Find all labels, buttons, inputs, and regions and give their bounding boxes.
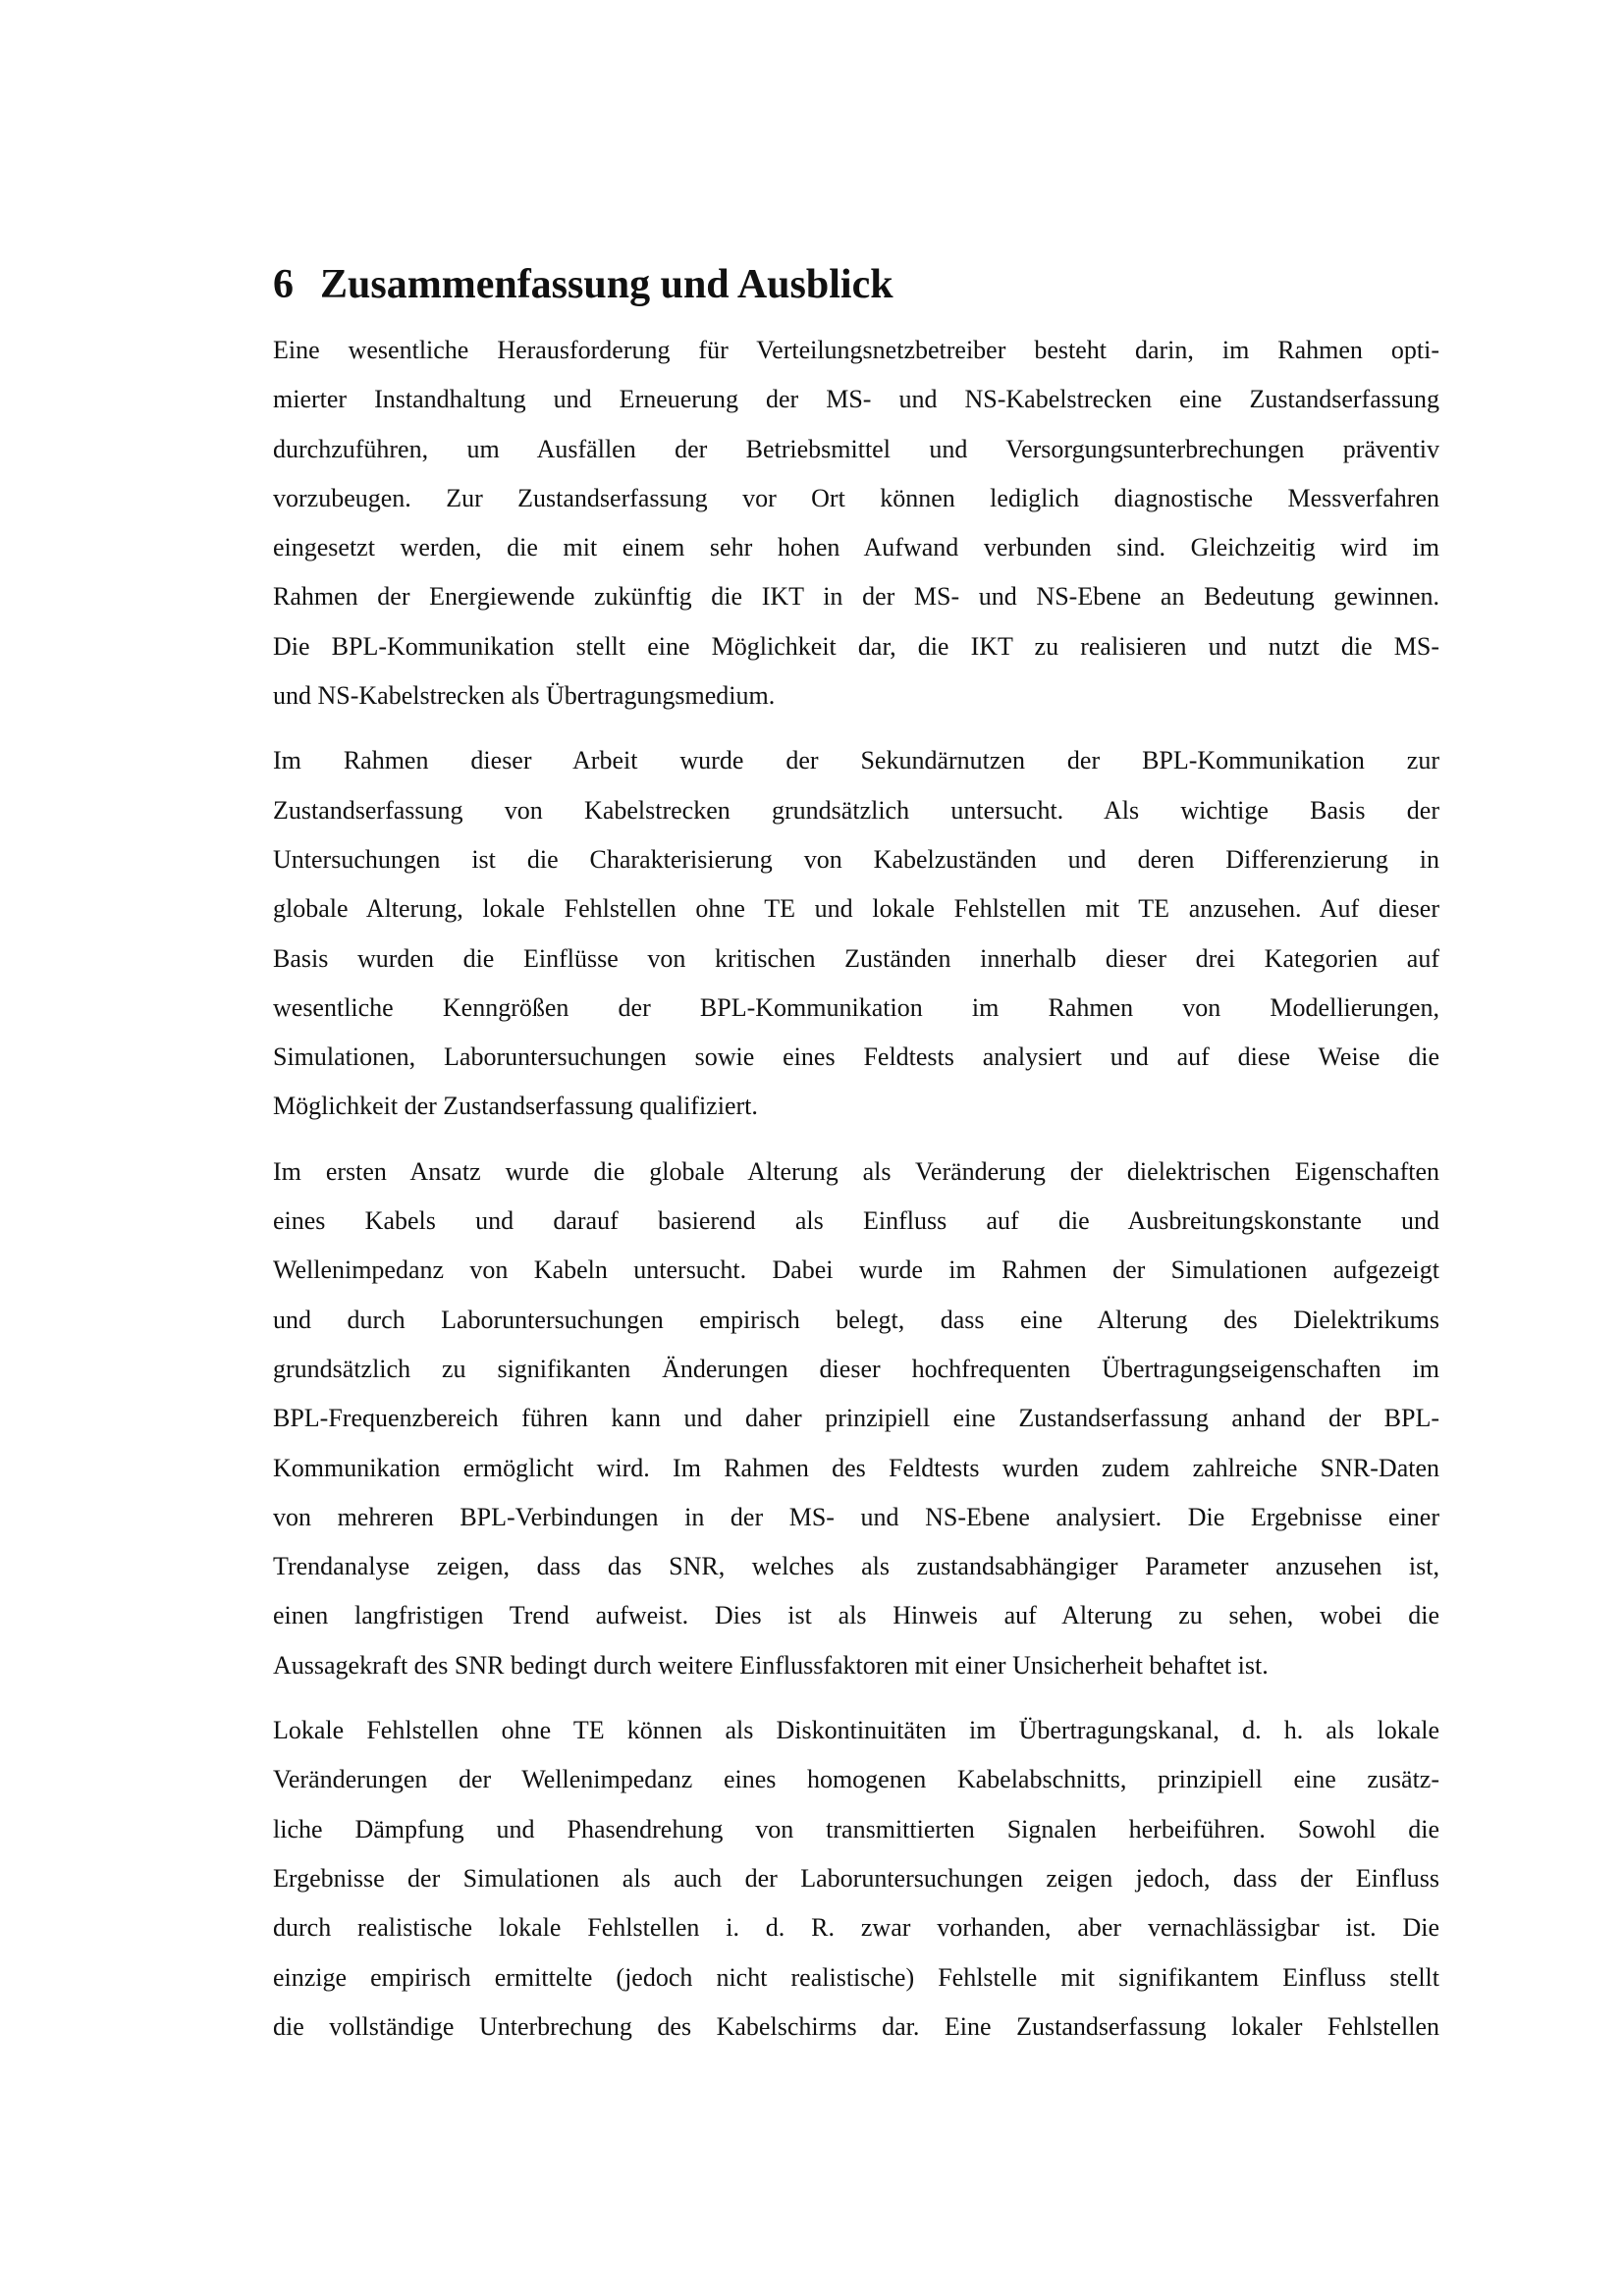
text-line: durch realistische lokale Fehlstellen i. d. R. zwar vorhanden, aber vernachlässigbar ist. Die	[273, 1913, 1439, 1943]
text-line: Veränderungen der Wellenimpedanz eines homogenen Kabelabschnitts, prinzipiell eine zusätz-	[273, 1765, 1439, 1794]
text-line: einzige empirisch ermittelte (jedoch nicht realistische) Fehlstelle mit signifikantem Einfluss stellt	[273, 1962, 1439, 1992]
text-line: Im ersten Ansatz wurde die globale Alterung als Veränderung der dielektrischen Eigenschaften	[273, 1156, 1439, 1186]
text-line: vorzubeugen. Zur Zustandserfassung vor Ort können lediglich diagnostische Messverfahren	[273, 483, 1439, 512]
text-line: Wellenimpedanz von Kabeln untersucht. Dabei wurde im Rahmen der Simulationen aufgezeigt	[273, 1255, 1439, 1285]
text-line: Lokale Fehlstellen ohne TE können als Diskontinuitäten im Übertragungskanal, d. h. als lokale	[273, 1716, 1439, 1745]
section-heading	[273, 257, 1439, 312]
text-line: Im Rahmen dieser Arbeit wurde der Sekundärnutzen der BPL-Kommunikation zur	[273, 746, 1439, 775]
text-line: und NS-Kabelstrecken als Übertragungsmedium.	[273, 681, 776, 711]
text-line: globale Alterung, lokale Fehlstellen ohne TE und lokale Fehlstellen mit TE anzusehen. Auf dieser	[273, 894, 1439, 924]
text-line: Aussagekraft des SNR bedingt durch weitere Einflussfaktoren mit einer Unsicherheit behaftet ist.	[273, 1650, 1269, 1680]
text-line: Basis wurden die Einflüsse von kritischen Zuständen innerhalb dieser drei Kategorien auf	[273, 943, 1439, 973]
text-line: BPL-Frequenzbereich führen kann und daher prinzipiell eine Zustandserfassung anhand der BPL-	[273, 1404, 1439, 1433]
section-title: Zusammenfassung und Ausblick	[320, 262, 893, 307]
text-line: liche Dämpfung und Phasendrehung von transmittierten Signalen herbeiführen. Sowohl die	[273, 1814, 1439, 1843]
paragraph	[273, 326, 1439, 721]
section-number: 6	[273, 262, 294, 307]
text-line: Trendanalyse zeigen, dass das SNR, welches als zustandsabhängiger Parameter anzusehen ist,	[273, 1552, 1439, 1581]
text-line: Rahmen der Energiewende zukünftig die IKT in der MS- und NS-Ebene an Bedeutung gewinnen.	[273, 582, 1439, 612]
text-line: wesentliche Kenngrößen der BPL-Kommunikation im Rahmen von Modellierungen,	[273, 992, 1439, 1022]
paragraph	[273, 736, 1439, 1131]
text-line: Die BPL-Kommunikation stellt eine Möglichkeit dar, die IKT zu realisieren und nutzt die MS-	[273, 631, 1439, 661]
text-line: eines Kabels und darauf basierend als Einfluss auf die Ausbreitungskonstante und	[273, 1206, 1439, 1236]
text-line: grundsätzlich zu signifikanten Änderungen dieser hochfrequenten Übertragungseigenschaften im	[273, 1354, 1439, 1383]
text-line: Ergebnisse der Simulationen als auch der Laboruntersuchungen zeigen jedoch, dass der Einfluss	[273, 1863, 1439, 1893]
text-line: Kommunikation ermöglicht wird. Im Rahmen des Feldtests wurden zudem zahlreiche SNR-Daten	[273, 1453, 1439, 1482]
text-line: die vollständige Unterbrechung des Kabelschirms dar. Eine Zustandserfassung lokaler Fehlstellen	[273, 2011, 1439, 2041]
paragraph	[273, 1706, 1439, 2052]
text-line: eingesetzt werden, die mit einem sehr hohen Aufwand verbunden sind. Gleichzeitig wird im	[273, 533, 1439, 562]
text-line: und durch Laboruntersuchungen empirisch belegt, dass eine Alterung des Dielektrikums	[273, 1305, 1439, 1334]
text-line: Simulationen, Laboruntersuchungen sowie eines Feldtests analysiert und auf diese Weise die	[273, 1042, 1439, 1072]
text-line: Untersuchungen ist die Charakterisierung von Kabelzuständen und deren Differenzierung in	[273, 844, 1439, 874]
text-line: Eine wesentliche Herausforderung für Verteilungsnetzbetreiber besteht darin, im Rahmen opti-	[273, 336, 1439, 364]
text-line: Möglichkeit der Zustandserfassung qualifiziert.	[273, 1092, 758, 1121]
text-line: von mehreren BPL-Verbindungen in der MS- und NS-Ebene analysiert. Die Ergebnisse einer	[273, 1502, 1439, 1531]
text-line: Zustandserfassung von Kabelstrecken grundsätzlich untersucht. Als wichtige Basis der	[273, 795, 1439, 825]
text-line: mierter Instandhaltung und Erneuerung der MS- und NS-Kabelstrecken eine Zustandserfassung	[273, 385, 1439, 414]
paragraph	[273, 1148, 1439, 1690]
document-page	[273, 257, 1439, 2067]
text-line: durchzuführen, um Ausfällen der Betriebsmittel und Versorgungsunterbrechungen präventiv	[273, 434, 1439, 463]
section-body	[273, 326, 1439, 2052]
text-line: einen langfristigen Trend aufweist. Dies ist als Hinweis auf Alterung zu sehen, wobei die	[273, 1601, 1439, 1630]
